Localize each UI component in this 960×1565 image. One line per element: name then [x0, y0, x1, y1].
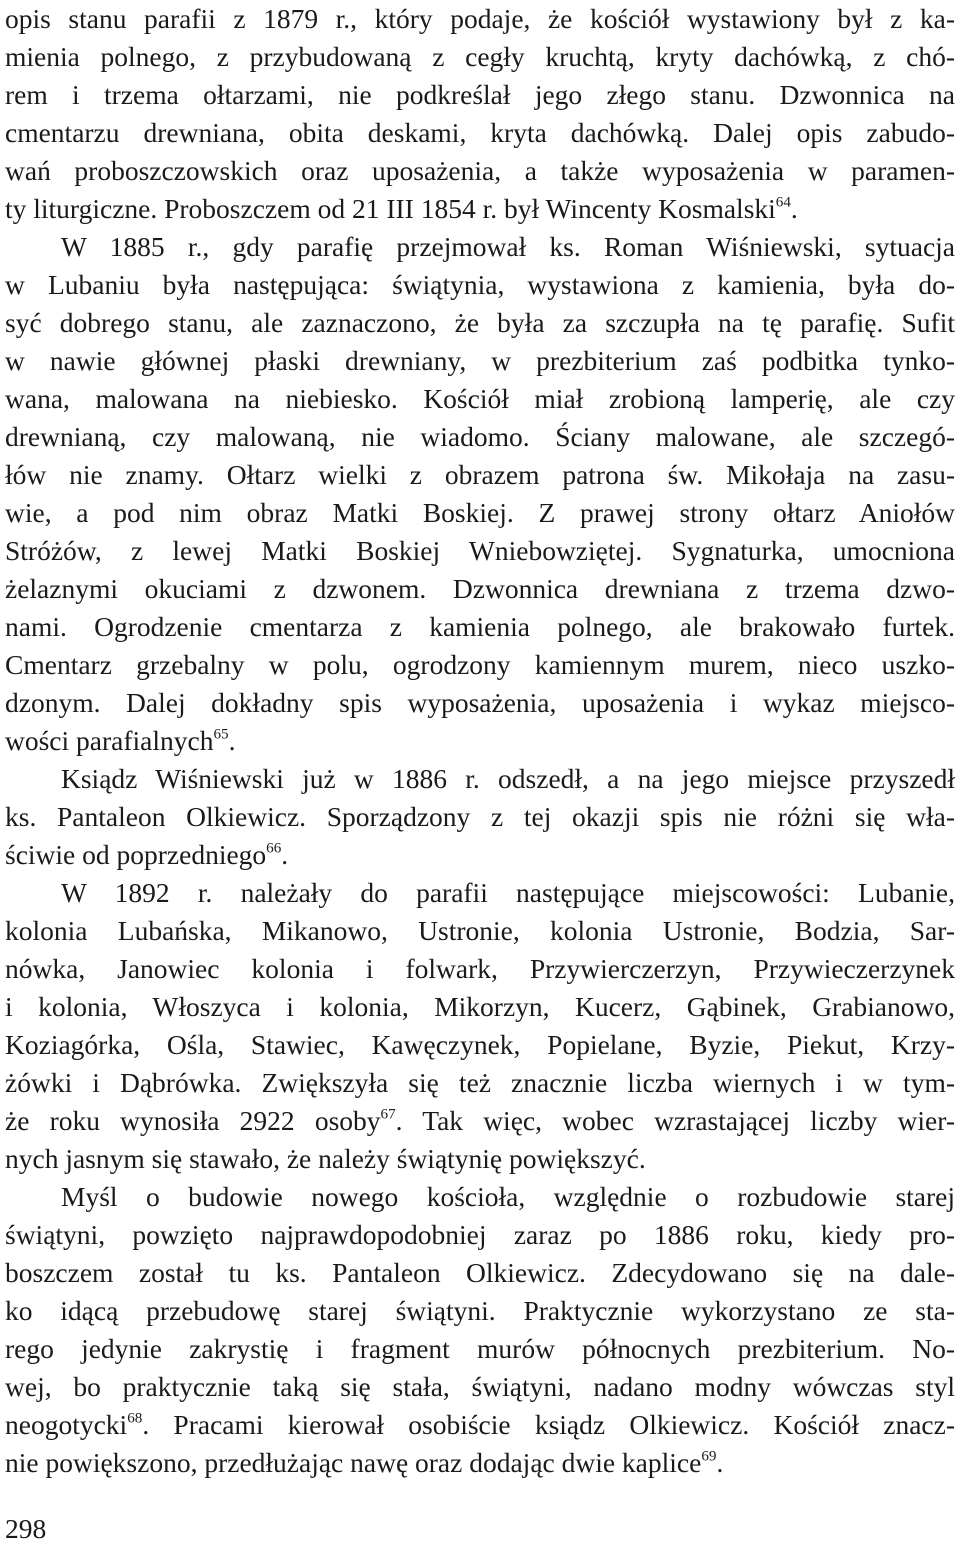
text-line	[5, 1026, 955, 1064]
text-line	[5, 1178, 955, 1216]
footnote-ref: 69	[701, 1448, 717, 1465]
line-text: wej, bo praktycznie taką się stała, świątyni, nadano modny wówczas styl	[5, 1371, 955, 1402]
line-text: w Lubaniu była następująca: świątynia, wystawiona z kamienia, była do-	[5, 269, 955, 300]
text-line	[5, 608, 955, 646]
line-text: rem i trzema ołtarzami, nie podkreślał jego złego stanu. Dzwonnica na	[5, 79, 955, 110]
line-text-after: . Pracami kierował osobiście ksiądz Olkiewicz. Kościół znacz-	[142, 1409, 955, 1440]
line-text: Myśl o budowie nowego kościoła, względnie o rozbudowie starej	[61, 1181, 955, 1212]
text-line	[5, 874, 955, 912]
text-line	[5, 190, 955, 228]
line-text-after: .	[716, 1447, 724, 1478]
text-line	[5, 0, 955, 38]
footnote-ref: 66	[266, 840, 282, 857]
line-text: Ksiądz Wiśniewski już w 1886 r. odszedł, a na jego miejsce przyszedł	[61, 763, 955, 794]
text-line	[5, 1406, 955, 1444]
text-line	[5, 228, 955, 266]
line-text: cmentarzu drewniana, obita deskami, kryta dachówką. Dalej opis zabudo-	[5, 117, 955, 148]
text-line	[5, 456, 955, 494]
line-text: nie powiększono, przedłużając nawę oraz dodając dwie kaplice	[5, 1447, 702, 1478]
text-line	[5, 988, 955, 1026]
line-text: że roku wynosiła 2922 osoby	[5, 1105, 381, 1136]
line-text: nami. Ogrodzenie cmentarza z kamienia polnego, ale brakowało furtek.	[5, 611, 955, 642]
line-text: ty liturgiczne. Proboszczem od 21 III 1854 r. był Wincenty Kosmalski	[5, 193, 776, 224]
line-text-after: . Tak więc, wobec wzrastającej liczby wier-	[395, 1105, 955, 1136]
line-text: wana, malowana na niebiesko. Kościół miał zrobioną lamperię, ale czy	[5, 383, 955, 414]
line-text: nówka, Janowiec kolonia i folwark, Przywierczerzyn, Przywieczerzynek	[5, 953, 955, 984]
line-text: opis stanu parafii z 1879 r., który podaje, że kościół wystawiony był z ka-	[5, 3, 955, 34]
footnote-ref: 64	[775, 194, 791, 211]
text-line	[5, 1368, 955, 1406]
line-text: Stróżów, z lewej Matki Boskiej Wniebowziętej. Sygnaturka, umocniona	[5, 535, 955, 566]
line-text: żówki i Dąbrówka. Zwiększyła się też znacznie liczba wiernych i w tym-	[5, 1067, 955, 1098]
text-line	[5, 76, 955, 114]
body-text	[5, 0, 955, 1482]
text-line	[5, 1216, 955, 1254]
text-line	[5, 760, 955, 798]
line-text: dzonym. Dalej dokładny spis wyposażenia, uposażenia i wykaz miejsco-	[5, 687, 955, 718]
text-line	[5, 1292, 955, 1330]
line-text: Cmentarz grzebalny w polu, ogrodzony kamiennym murem, nieco uszko-	[5, 649, 955, 680]
line-text: mienia polnego, z przybudowaną z cegły kruchtą, kryty dachówką, z chó-	[5, 41, 955, 72]
line-text: żelaznymi okuciami z dzwonem. Dzwonnica drewniana z trzema dzwo-	[5, 573, 955, 604]
line-text: neogotycki	[5, 1409, 128, 1440]
text-line	[5, 494, 955, 532]
line-text: drewnianą, czy malowaną, nie wiadomo. Ściany malowane, ale szczegó-	[5, 421, 955, 452]
text-line	[5, 570, 955, 608]
line-text-after: .	[281, 839, 289, 870]
line-text: rego jedynie zakrystię i fragment murów północnych prezbiterium. No-	[5, 1333, 955, 1364]
line-text: i kolonia, Włoszyca i kolonia, Mikorzyn, Kucerz, Gąbinek, Grabianowo,	[5, 991, 955, 1022]
line-text: boszczem został tu ks. Pantaleon Olkiewicz. Zdecydowano się na dale-	[5, 1257, 955, 1288]
text-line	[5, 950, 955, 988]
text-line	[5, 684, 955, 722]
line-text: ko idącą przebudowę starej świątyni. Praktycznie wykorzystano ze sta-	[5, 1295, 955, 1326]
line-text: łów nie znamy. Ołtarz wielki z obrazem patrona św. Mikołaja na zasu-	[5, 459, 955, 490]
text-line	[5, 1444, 955, 1482]
footnote-ref: 65	[213, 726, 229, 743]
text-line	[5, 1254, 955, 1292]
line-text-after: .	[228, 725, 236, 756]
text-line	[5, 836, 955, 874]
line-text: W 1885 r., gdy parafię przejmował ks. Roman Wiśniewski, sytuacja	[61, 231, 955, 262]
line-text: Koziagórka, Ośla, Stawiec, Kawęczynek, Popielane, Byzie, Piekut, Krzy-	[5, 1029, 955, 1060]
line-text: syć dobrego stanu, ale zaznaczono, że była za szczupła na tę parafię. Sufit	[5, 307, 955, 338]
text-line	[5, 380, 955, 418]
footnote-ref: 68	[127, 1410, 143, 1427]
text-line	[5, 798, 955, 836]
footnote-ref: 67	[380, 1106, 396, 1123]
line-text: wości parafialnych	[5, 725, 214, 756]
line-text: wie, a pod nim obraz Matki Boskiej. Z prawej strony ołtarz Aniołów	[5, 497, 955, 528]
text-line	[5, 418, 955, 456]
text-line	[5, 342, 955, 380]
text-line	[5, 266, 955, 304]
text-line	[5, 114, 955, 152]
text-line	[5, 532, 955, 570]
text-line	[5, 722, 955, 760]
text-line	[5, 1140, 955, 1178]
line-text: wań proboszczowskich oraz uposażenia, a także wyposażenia w paramen-	[5, 155, 955, 186]
text-line	[5, 1330, 955, 1368]
line-text: W 1892 r. należały do parafii następujące miejscowości: Lubanie,	[61, 877, 955, 908]
line-text: ściwie od poprzedniego	[5, 839, 267, 870]
text-line	[5, 38, 955, 76]
line-text: w nawie głównej płaski drewniany, w prezbiterium zaś podbitka tynko-	[5, 345, 955, 376]
text-line	[5, 912, 955, 950]
text-line	[5, 1102, 955, 1140]
line-text: nych jasnym się stawało, że należy świątynię powiększyć.	[5, 1143, 646, 1174]
text-line	[5, 1064, 955, 1102]
text-line	[5, 646, 955, 684]
page-number: 298	[5, 1513, 47, 1544]
line-text: świątyni, powzięto najprawdopodobniej zaraz po 1886 roku, kiedy pro-	[5, 1219, 955, 1250]
line-text: ks. Pantaleon Olkiewicz. Sporządzony z tej okazji spis nie różni się wła-	[5, 801, 955, 832]
text-line	[5, 152, 955, 190]
line-text: kolonia Lubańska, Mikanowo, Ustronie, kolonia Ustronie, Bodzia, Sar-	[5, 915, 955, 946]
line-text-after: .	[790, 193, 798, 224]
text-line	[5, 304, 955, 342]
